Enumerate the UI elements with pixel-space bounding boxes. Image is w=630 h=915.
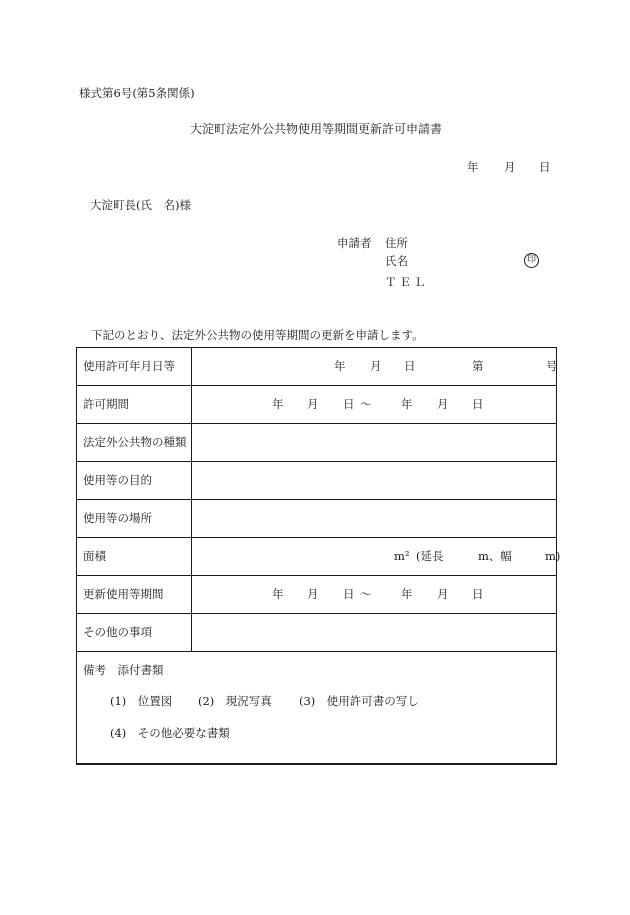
notes-item-3: (3) 使用許可書の写し [299, 694, 419, 708]
permit-no-prefix: 第 [472, 359, 484, 373]
area-label: 面積 [77, 538, 192, 576]
period-year2: 年 [401, 397, 413, 411]
location-value[interactable] [192, 500, 557, 538]
period-day2: 日 [472, 397, 484, 411]
intro-text: 下記のとおり、法定外公共物の使用等期間の更新を申請します。 [91, 328, 424, 342]
area-length: (延長 [416, 549, 444, 563]
permit-period-value [192, 386, 557, 424]
renew-tilde: ～ [360, 587, 372, 601]
area-width-sep: m、幅 [478, 549, 512, 563]
category-label: 法定外公共物の種類 [77, 424, 192, 462]
date-day: 日 [539, 160, 551, 174]
date-year: 年 [467, 160, 479, 174]
area-unit: m² [394, 549, 410, 563]
address-label: 住所 [385, 236, 408, 250]
period-day1: 日 [343, 397, 355, 411]
form-number: 様式第6号(第5条関係) [79, 86, 195, 100]
application-date [0, 160, 630, 174]
permit-period-label: 許可期間 [77, 386, 192, 424]
renewal-period-label: 更新使用等期間 [77, 576, 192, 614]
permit-date-value [192, 348, 557, 386]
location-label: 使用等の場所 [77, 500, 192, 538]
purpose-label: 使用等の目的 [77, 462, 192, 500]
permit-no-suffix: 号 [546, 359, 558, 373]
notes-heading: 備考 添付書類 [83, 663, 164, 677]
period-tilde: ～ [360, 397, 372, 411]
name-label: 氏名 [385, 254, 408, 268]
renewal-period-value [192, 576, 557, 614]
other-value[interactable] [192, 614, 557, 652]
application-table [76, 347, 561, 765]
permit-month: 月 [370, 359, 382, 373]
permit-date-label: 使用許可年月日等 [77, 348, 192, 386]
purpose-value[interactable] [192, 462, 557, 500]
notes-cell [77, 652, 557, 765]
date-month: 月 [504, 160, 516, 174]
seal-mark: 印 [524, 253, 539, 268]
renew-month1: 月 [307, 587, 319, 601]
tel-label: ＴＥＬ [385, 275, 429, 289]
renew-month2: 月 [437, 587, 449, 601]
area-end: m) [545, 549, 561, 563]
renew-day1: 日 [343, 587, 355, 601]
permit-day: 日 [404, 359, 416, 373]
renew-year2: 年 [401, 587, 413, 601]
period-month1: 月 [307, 397, 319, 411]
document-title: 大淀町法定外公共物使用等期間更新許可申請書 [190, 122, 443, 136]
notes-item-1: (1) 位置図 [110, 694, 173, 708]
other-label: その他の事項 [77, 614, 192, 652]
notes-item-2: (2) 現況写真 [198, 694, 272, 708]
renew-year1: 年 [272, 587, 284, 601]
addressee: 大淀町長(氏 名)様 [90, 198, 191, 212]
area-value [192, 538, 561, 576]
applicant-label: 申請者 [337, 236, 372, 250]
period-year1: 年 [272, 397, 284, 411]
renew-day2: 日 [472, 587, 484, 601]
notes-item-4: (4) その他必要な書類 [110, 726, 230, 740]
category-value[interactable] [192, 424, 557, 462]
permit-year: 年 [334, 359, 346, 373]
period-month2: 月 [437, 397, 449, 411]
